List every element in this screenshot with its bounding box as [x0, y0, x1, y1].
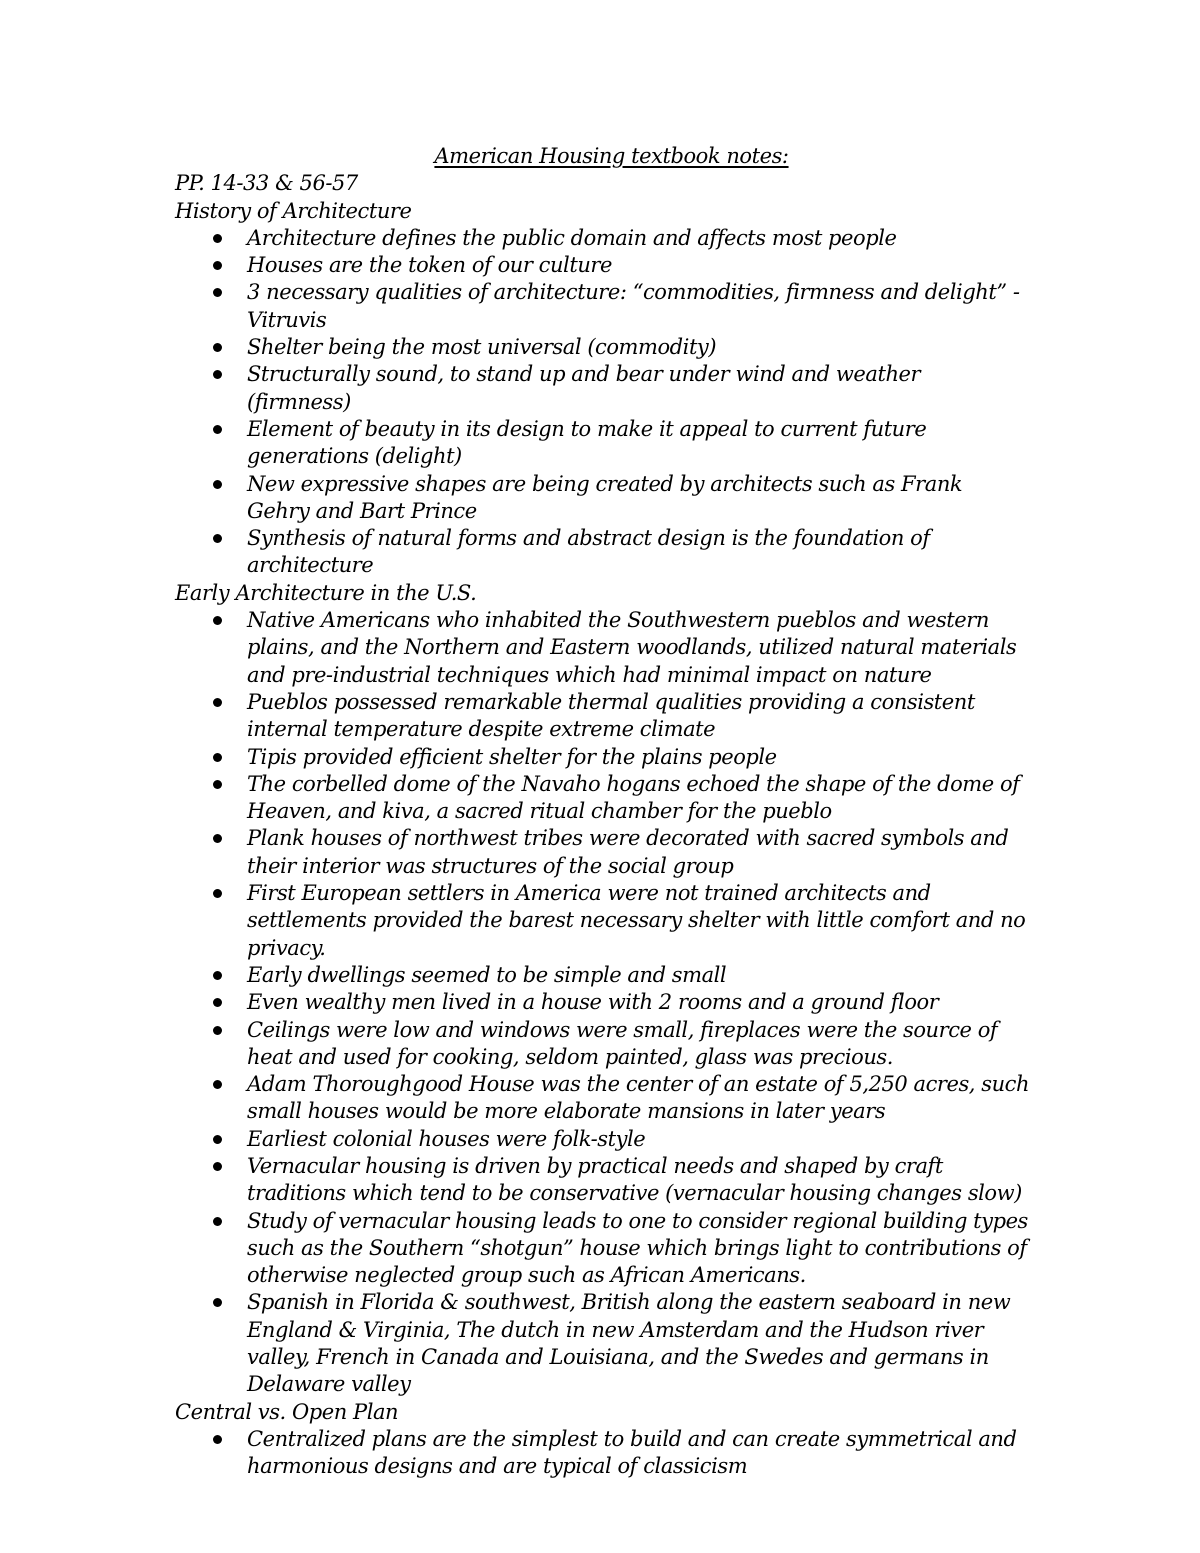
- bullet-icon: [213, 971, 222, 980]
- bullet-icon: [213, 889, 222, 898]
- bullet-icon: [213, 998, 222, 1007]
- bullet-icon: [213, 698, 222, 707]
- list-item: [175, 416, 1030, 471]
- list-item: [175, 962, 1030, 989]
- list-item-text: Early dwellings seemed to be simple and small: [247, 962, 727, 987]
- list-item-text: The corbelled dome of the Navaho hogans echoed the shape of the dome of Heaven, and kiva, a sacred ritual chamber for the pueblo: [247, 771, 1020, 824]
- list-item: [175, 1153, 1030, 1208]
- list-item: [175, 1289, 1030, 1398]
- list-item: [175, 471, 1030, 526]
- bullet-list-central-vs-open-plan: [175, 1426, 1030, 1481]
- list-item-text: Even wealthy men lived in a house with 2 rooms and a ground floor: [247, 990, 939, 1015]
- list-item: [175, 607, 1030, 689]
- bullet-icon: [213, 370, 222, 379]
- list-item-text: Element of beauty in its design to make it appeal to current future generations (delight): [247, 416, 927, 469]
- bullet-icon: [213, 234, 222, 243]
- list-item-text: Spanish in Florida & southwest, British along the eastern seaboard in new England & Virginia, The dutch in new Amsterdam and the Hudson river valley, French in Canada and Louisiana, and the Swedes and germans in Delaware valley: [247, 1290, 1011, 1397]
- list-item: [175, 1426, 1030, 1481]
- list-item: [175, 225, 1030, 252]
- list-item: [175, 689, 1030, 744]
- document-body: [175, 143, 1030, 1481]
- list-item-text: Shelter being the most universal (commodity): [247, 335, 717, 360]
- list-item-text: Ceilings were low and windows were small, fireplaces were the source of heat and used for cooking, seldom painted, glass was precious.: [247, 1017, 998, 1069]
- list-item-text: Tipis provided efficient shelter for the plains people: [247, 744, 777, 769]
- page-reference: PP. 14-33 & 56-57: [175, 171, 358, 196]
- list-item: [175, 1208, 1030, 1290]
- list-item: [175, 1126, 1030, 1153]
- bullet-icon: [213, 834, 222, 843]
- list-item-text: Vernacular housing is driven by practical needs and shaped by craft traditions which tend to be conservative (vernacular housing changes slow): [247, 1153, 1022, 1206]
- list-item: [175, 279, 1030, 334]
- list-item: [175, 1017, 1030, 1072]
- bullet-icon: [213, 425, 222, 434]
- bullet-icon: [213, 343, 222, 352]
- list-item: [175, 525, 1030, 580]
- list-item-text: Architecture defines the public domain and affects most people: [247, 225, 897, 250]
- bullet-icon: [213, 753, 222, 762]
- list-item-text: Houses are the token of our culture: [247, 253, 612, 278]
- list-item: [175, 334, 1030, 361]
- section-heading-early-architecture: Early Architecture in the U.S.: [175, 580, 477, 605]
- list-item-text: Native Americans who inhabited the Southwestern pueblos and western plains, and the Northern and Eastern woodlands, utilized natural materials and pre-industrial techniques which had minimal impact on nature: [247, 608, 1017, 687]
- list-item-text: 3 necessary qualities of architecture: “commodities, firmness and delight” - Vitruvis: [247, 280, 1020, 332]
- bullet-icon: [213, 288, 222, 297]
- document-title: American Housing textbook notes:: [434, 144, 789, 168]
- list-item: [175, 989, 1030, 1016]
- bullet-icon: [213, 534, 222, 543]
- list-item-text: Plank houses of northwest tribes were decorated with sacred symbols and their interior was structures of the social group: [247, 826, 1009, 878]
- list-item-text: Centralized plans are the simplest to build and can create symmetrical and harmonious designs and are typical of classicism: [247, 1426, 1017, 1479]
- list-item: [175, 880, 1030, 962]
- list-item-text: Structurally sound, to stand up and bear under wind and weather (firmness): [247, 362, 921, 414]
- list-item: [175, 361, 1030, 416]
- list-item-text: Adam Thoroughgood House was the center of an estate of 5,250 acres, such small houses would be more elaborate mansions in later years: [247, 1072, 1030, 1124]
- bullet-icon: [213, 1080, 222, 1089]
- list-item: [175, 252, 1030, 279]
- bullet-icon: [213, 1026, 222, 1035]
- bullet-icon: [213, 1217, 222, 1226]
- list-item-text: Study of vernacular housing leads to one to consider regional building types such as the Southern “shotgun” house which brings light to contributions of otherwise neglected group such as African Americans.: [247, 1208, 1028, 1288]
- bullet-icon: [213, 1435, 222, 1444]
- list-item: [175, 771, 1030, 826]
- bullet-icon: [213, 1135, 222, 1144]
- list-item-text: First European settlers in America were not trained architects and settlements provided the barest necessary shelter with little comfort and no privacy.: [247, 881, 1026, 960]
- bullet-icon: [213, 480, 222, 489]
- section-heading-history: History of Architecture: [175, 198, 412, 223]
- list-item-text: Earliest colonial houses were folk-style: [247, 1126, 646, 1151]
- section-heading-central-vs-open-plan: Central vs. Open Plan: [175, 1399, 399, 1424]
- bullet-icon: [213, 261, 222, 270]
- bullet-icon: [213, 1298, 222, 1307]
- list-item-text: Synthesis of natural forms and abstract design is the foundation of architecture: [247, 526, 930, 578]
- list-item: [175, 1071, 1030, 1126]
- list-item-text: New expressive shapes are being created by architects such as Frank Gehry and Bart Prince: [247, 471, 963, 523]
- bullet-list-early-architecture: [175, 607, 1030, 1399]
- bullet-icon: [213, 780, 222, 789]
- bullet-icon: [213, 616, 222, 625]
- bullet-list-history: [175, 225, 1030, 580]
- bullet-icon: [213, 1162, 222, 1171]
- list-item: [175, 825, 1030, 880]
- list-item: [175, 744, 1030, 771]
- list-item-text: Pueblos possessed remarkable thermal qualities providing a consistent internal temperature despite extreme climate: [247, 689, 975, 742]
